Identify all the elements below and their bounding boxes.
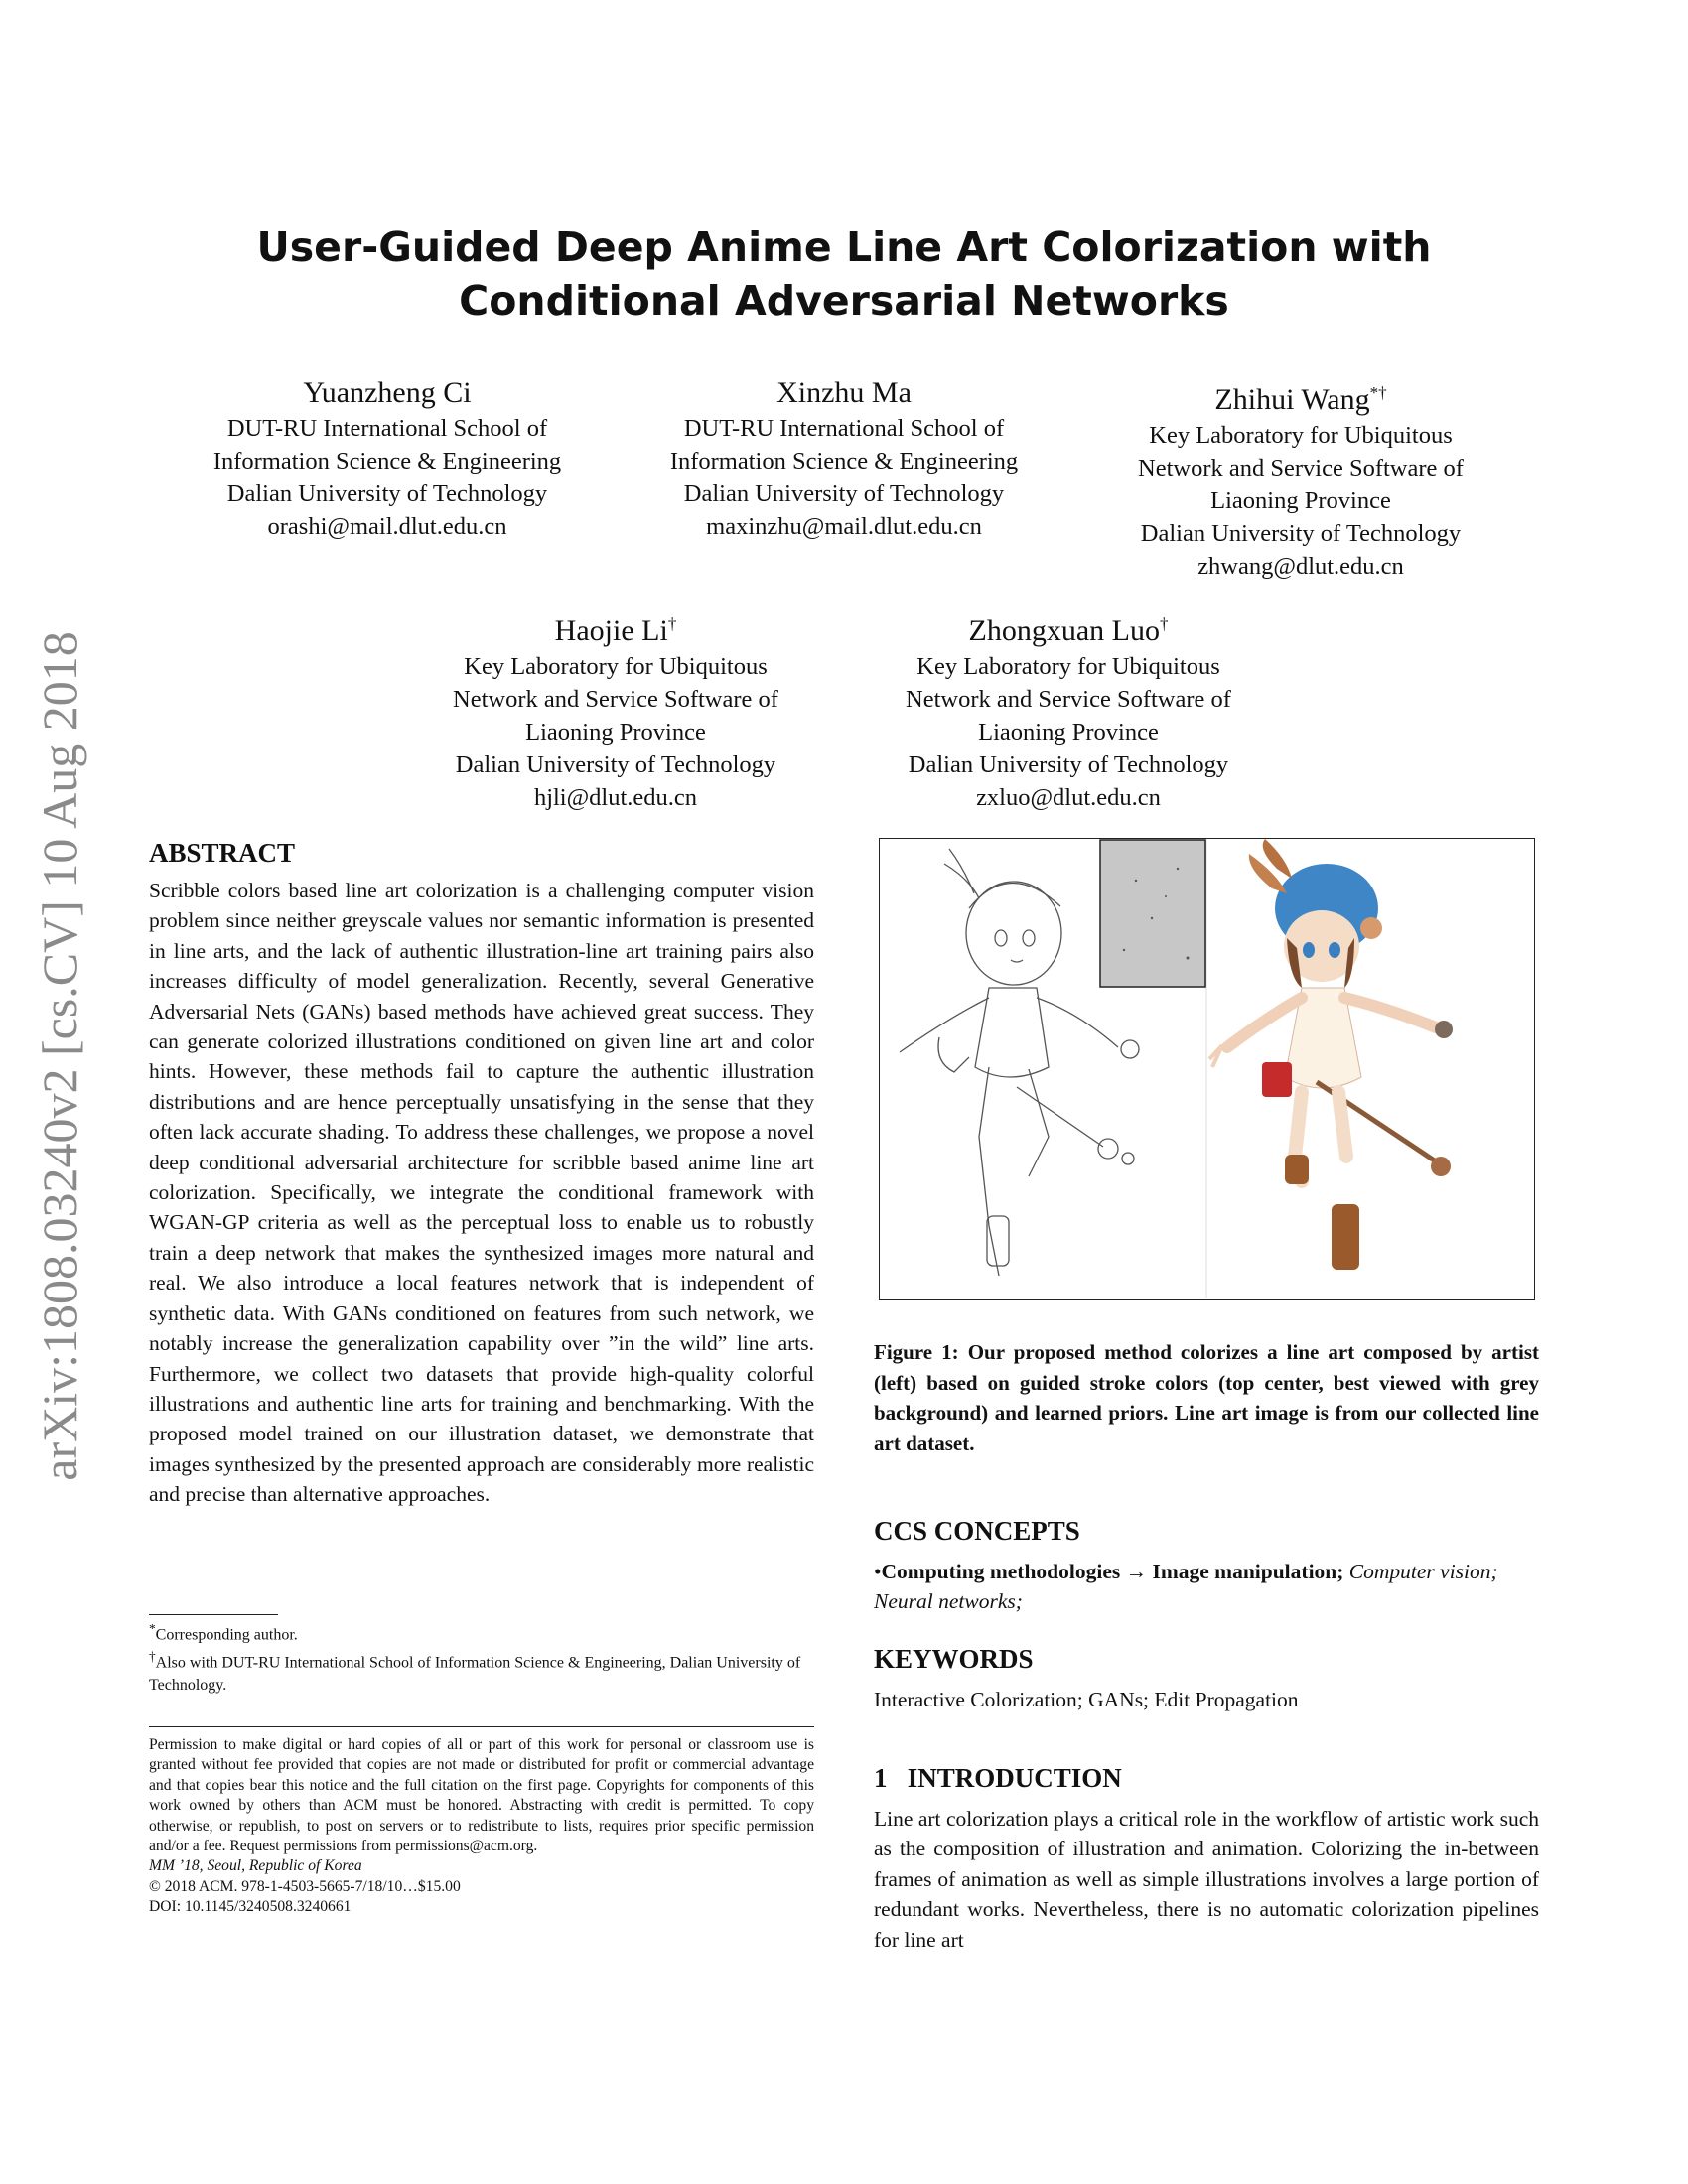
affiliation-line: DUT-RU International School of bbox=[683, 415, 1005, 442]
ccs-text bbox=[874, 1557, 1539, 1617]
author-email: hjli@dlut.edu.cn bbox=[533, 784, 698, 811]
ccs-heading: CCS CONCEPTS bbox=[874, 1516, 1080, 1546]
author-footnote-mark: † bbox=[667, 614, 677, 633]
affiliation-line: Information Science & Engineering bbox=[669, 448, 1019, 475]
intro-text: Line art colorization plays a critical role in the workflow of artistic work such as the composition of illustration and animation. Colorizing the in-between frames of animation as well as simple illustrations involves a large portion of redundant works. Nevertheless, there is no automatic colorization pipelines for line art bbox=[874, 1807, 1539, 1952]
author-footnote-mark: *† bbox=[1369, 383, 1387, 402]
affiliation-line: Network and Service Software of bbox=[1138, 455, 1464, 481]
footnote-rule bbox=[149, 1614, 278, 1615]
affiliation-line: Liaoning Province bbox=[1210, 487, 1391, 514]
footnote-also-with: †Also with DUT-RU International School of Information Science & Engineering, Dalian University of Technology. bbox=[149, 1649, 801, 1694]
arxiv-side-stamp bbox=[30, 540, 89, 1572]
affiliation-line: Dalian University of Technology bbox=[226, 480, 548, 507]
ccs-bullet: • bbox=[874, 1560, 882, 1583]
footnotes bbox=[149, 1618, 814, 1697]
colorized-illustration bbox=[1209, 839, 1453, 1270]
author-email: zhwang@dlut.edu.cn bbox=[1197, 553, 1404, 580]
abstract-text: Scribble colors based line art colorization is a challenging computer vision problem since neither greyscale values nor semantic information is presented in line arts, and the lack of authentic illustration-line art training pairs also increases difficulty of model generalization. Recently, several Generative Adversarial Nets (GANs) based methods have achieved great success. They can generate colorized illustrations conditioned on given line art and color hints. However, these methods fail to capture the authentic illustration distributions and are hence perceptually unsatisfying in the sense that they often lack accurate shading. To address these challenges, we propose a novel deep conditional adversarial architecture for scribble based anime line art colorization. Specifically, we integrate the conditional framework with WGAN-GP criteria as well as the perceptual loss to enable us to robustly train a deep network that makes the synthesized images more natural and real. We also introduce a local features network that is independent of synthetic data. With GANs conditioned on features from such network, we notably increase the generalization capability over ”in the wild” line arts. Furthermore, we collect two datasets that provide high-quality colorful illustrations and authentic line arts for training and benchmarking. With the proposed model trained on our illustration dataset, we demonstrate that images synthesized by the presented approach are considerably more realistic and precise than alternative approaches. bbox=[149, 879, 814, 1507]
author-block bbox=[1092, 374, 1509, 583]
affiliation-line: Network and Service Software of bbox=[453, 686, 778, 713]
author-email: orashi@mail.dlut.edu.cn bbox=[267, 513, 507, 540]
figure-1-caption: Figure 1: Our proposed method colorizes a line art composed by artist (left) based on guided stroke colors (top center, best viewed with grey background) and learned priors. Line art image is from our collected line art dataset. bbox=[874, 1340, 1539, 1455]
affiliation-line: Network and Service Software of bbox=[906, 686, 1231, 713]
author-name: Zhongxuan Luo bbox=[968, 614, 1160, 647]
doi-line: DOI: 10.1145/3240508.3240661 bbox=[149, 1898, 352, 1916]
affiliation-line: Dalian University of Technology bbox=[683, 480, 1005, 507]
affiliation-line: Key Laboratory for Ubiquitous bbox=[464, 653, 768, 680]
footnote-corresponding: *Corresponding author. bbox=[149, 1621, 298, 1644]
author-email: zxluo@dlut.edu.cn bbox=[976, 784, 1161, 811]
figure-1 bbox=[879, 838, 1535, 1300]
author-block bbox=[860, 606, 1277, 814]
keywords-heading: KEYWORDS bbox=[874, 1644, 1034, 1674]
copyright-line: © 2018 ACM. 978-1-4503-5665-7/18/10…$15.00 bbox=[149, 1877, 461, 1895]
author-block bbox=[635, 374, 1053, 543]
permission-rule bbox=[149, 1726, 814, 1727]
author-block bbox=[407, 606, 824, 814]
abstract-heading: ABSTRACT bbox=[149, 838, 296, 868]
affiliation-line: Dalian University of Technology bbox=[908, 751, 1229, 778]
author-block bbox=[179, 374, 596, 543]
arxiv-identifier: arXiv:1808.03240v2 [cs.CV] 10 Aug 2018 bbox=[32, 631, 87, 1481]
paper-title bbox=[149, 220, 1539, 328]
author-name-line bbox=[407, 606, 824, 650]
title-line-2: Conditional Adversarial Networks bbox=[459, 277, 1229, 325]
author-name-line bbox=[1092, 374, 1509, 419]
affiliation-line: Dalian University of Technology bbox=[455, 751, 776, 778]
author-name: Zhihui Wang bbox=[1214, 383, 1370, 416]
affiliation-line: Liaoning Province bbox=[525, 719, 706, 746]
author-email: maxinzhu@mail.dlut.edu.cn bbox=[706, 513, 982, 540]
ccs-bold: Computing methodologies → Image manipulation; bbox=[881, 1560, 1344, 1583]
author-name: Xinzhu Ma bbox=[776, 376, 912, 409]
permission-text: Permission to make digital or hard copies of all or part of this work for personal or classroom use is granted without fee provided that copies are not made or distributed for profit or commercial advantage and that copies bear this notice and the full citation on the first page. Copyrights for components of this work owned by others than ACM must be honored. Abstracting with credit is permitted. To copy otherwise, or republish, to post on servers or to redistribute to lists, requires prior specific permission and/or a fee. Request permissions from permissions@acm.org. bbox=[149, 1736, 814, 1855]
color-hints-panel bbox=[1100, 840, 1205, 987]
venue-line: MM ’18, Seoul, Republic of Korea bbox=[149, 1857, 362, 1875]
ccs-italic: Computer vision; Neural networks; bbox=[874, 1560, 1498, 1614]
affiliation-line: Information Science & Engineering bbox=[212, 448, 562, 475]
affiliation-line: Dalian University of Technology bbox=[1140, 520, 1462, 547]
permission-block bbox=[149, 1735, 814, 1918]
author-name-line bbox=[860, 606, 1277, 650]
author-name: Haojie Li bbox=[554, 614, 668, 647]
affiliation-line: Key Laboratory for Ubiquitous bbox=[916, 653, 1220, 680]
title-line-1: User-Guided Deep Anime Line Art Colorization with bbox=[256, 223, 1432, 271]
author-footnote-mark: † bbox=[1159, 614, 1169, 633]
affiliation-line: Key Laboratory for Ubiquitous bbox=[1149, 422, 1453, 449]
keywords-text: Interactive Colorization; GANs; Edit Propagation bbox=[874, 1688, 1299, 1711]
author-name: Yuanzheng Ci bbox=[303, 376, 472, 409]
intro-heading: 1 INTRODUCTION bbox=[874, 1763, 1122, 1793]
figure-1-image bbox=[880, 839, 1533, 1298]
affiliation-line: DUT-RU International School of bbox=[226, 415, 548, 442]
affiliation-line: Liaoning Province bbox=[978, 719, 1159, 746]
